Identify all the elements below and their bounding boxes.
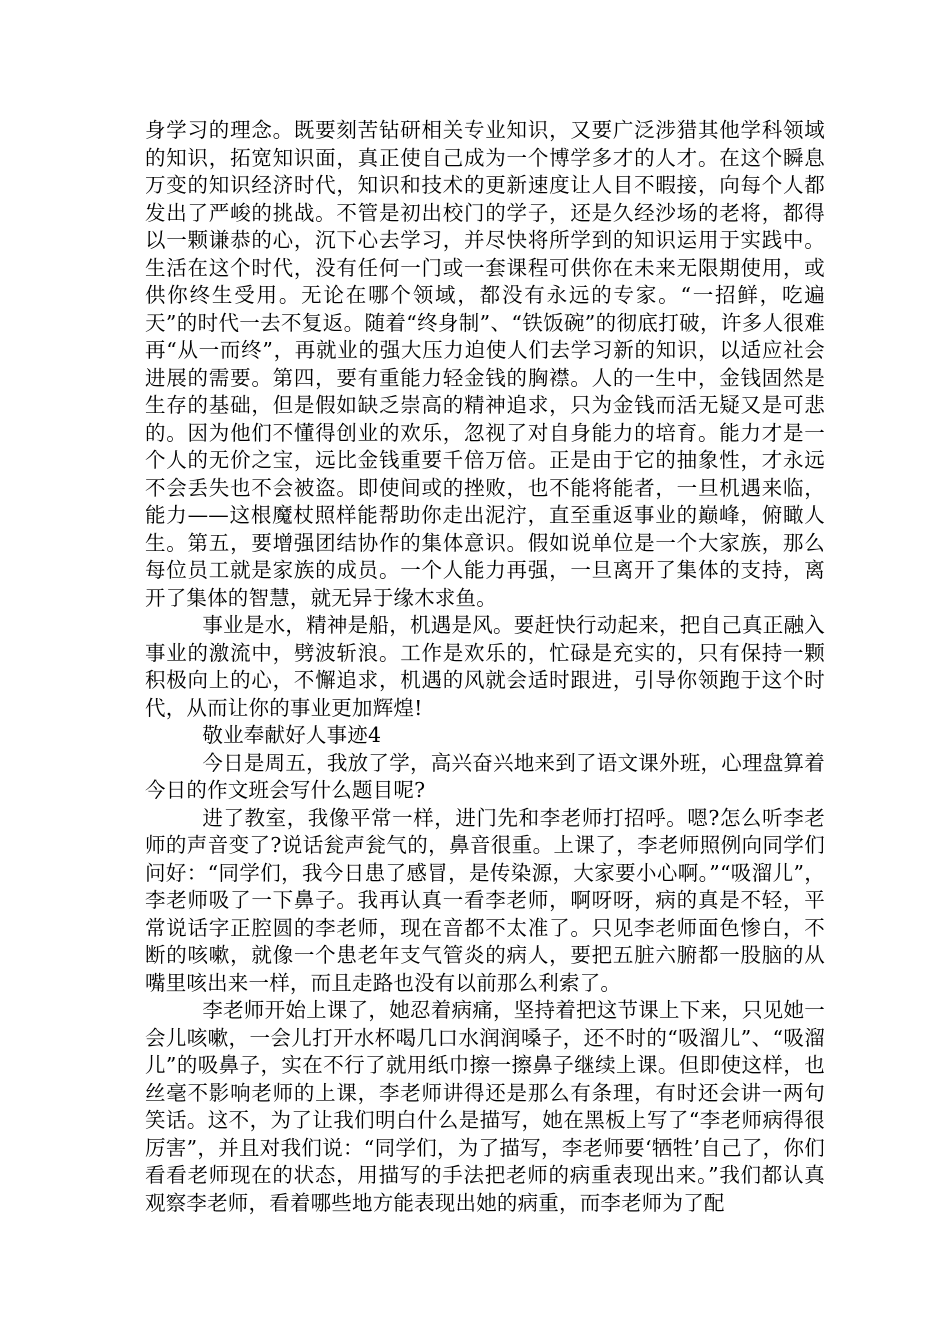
paragraph-friday: 今日是周五，我放了学，高兴奋兴地来到了语文课外班，心理盘算着今日的作文班会写什么题目呢? — [145, 750, 825, 802]
paragraph-continuation: 身学习的理念。既要刻苦钻研相关专业知识，又要广泛涉猎其他学科领域的知识，拓宽知识面，真正使自己成为一个博学多才的人才。在这个瞬息万变的知识经济时代，知识和技术的更新速度让人目不暇接，向每个人都发出了严峻的挑战。不管是初出校门的学子，还是久经沙场的老将，都得以一颗谦恭的心，沉下心去学习，并尽快将所学到的知识运用于实践中。生活在这个时代，没有任何一门或一套课程可供你在未来无限期使用，或供你终生受用。无论在哪个领域，都没有永远的专家。“一招鲜，吃遍天”的时代一去不复返。随着“终身制”、“铁饭碗”的彻底打破，许多人很难再“从一而终”，再就业的强大压力迫使人们去学习新的知识，以适应社会进展的需要。第四，要有重能力轻金钱的胸襟。人的一生中，金钱固然是生存的基础，但是假如缺乏崇高的精神追求，只为金钱而活无疑又是可悲的。因为他们不懂得创业的欢乐，忽视了对自身能力的培育。能力才是一个人的无价之宝，远比金钱重要千倍万倍。正是由于它的抽象性，才永远不会丢失也不会被盗。即使间或的挫败，也不能将能者，一旦机遇来临，能力——这根魔杖照样能帮助你走出泥泞，直至重返事业的巅峰，俯瞰人生。第五，要增强团结协作的集体意识。假如说单位是一个大家族，那么每位员工就是家族的成员。一个人能力再强，一旦离开了集体的支持，离开了集体的智慧，就无异于缘木求鱼。 — [145, 118, 825, 610]
section-heading: 敬业奉献好人事迹4 — [202, 723, 382, 747]
paragraph-lesson: 李老师开始上课了，她忍着病痛，坚持着把这节课上下来，只见她一会儿咳嗽，一会儿打开水杯喝几口水润润嗓子，还不时的“吸溜儿”、“吸溜儿”的吸鼻子，实在不行了就用纸巾擦一擦鼻子继续上课。但即使这样，也丝毫不影响老师的上课，李老师讲得还是那么有条理，有时还会讲一两句笑话。这不，为了让我们明白什么是描写，她在黑板上写了“李老师病得很厉害”，并且对我们说：“同学们，为了描写，李老师要‘牺牲’自己了，你们看看老师现在的状态，用描写的手法把老师的病重表现出来。”我们都认真观察李老师，看着哪些地方能表现出她的病重，而李老师为了配 — [145, 998, 825, 1215]
document-body — [145, 117, 825, 1217]
paragraph-classroom: 进了教室，我像平常一样，进门先和李老师打招呼。嗯?怎么听李老师的声音变了?说话瓮声瓮气的，鼻音很重。上课了，李老师照例向同学们问好：“同学们，我今日患了感冒，是传染源，大家要小心啊。”“吸溜儿”，李老师吸了一下鼻子。我再认真一看李老师，啊呀呀，病的真是不轻，平常说话字正腔圆的李老师，现在音都不太准了。只见李老师面色惨白，不断的咳嗽，就像一个患老年支气管炎的病人，要把五脏六腑都一股脑的从嘴里咳出来一样，而且走路也没有以前那么利索了。 — [145, 805, 825, 995]
paragraph-career-closing: 事业是水，精神是船，机遇是风。要赶快行动起来，把自己真正融入事业的激流中，劈波斩浪。工作是欢乐的，忙碌是充实的，只有保持一颗积极向上的心，不懈追求，机遇的风就会适时跟进，引导你领跑于这个时代，从而让你的事业更加辉煌! — [145, 613, 825, 720]
